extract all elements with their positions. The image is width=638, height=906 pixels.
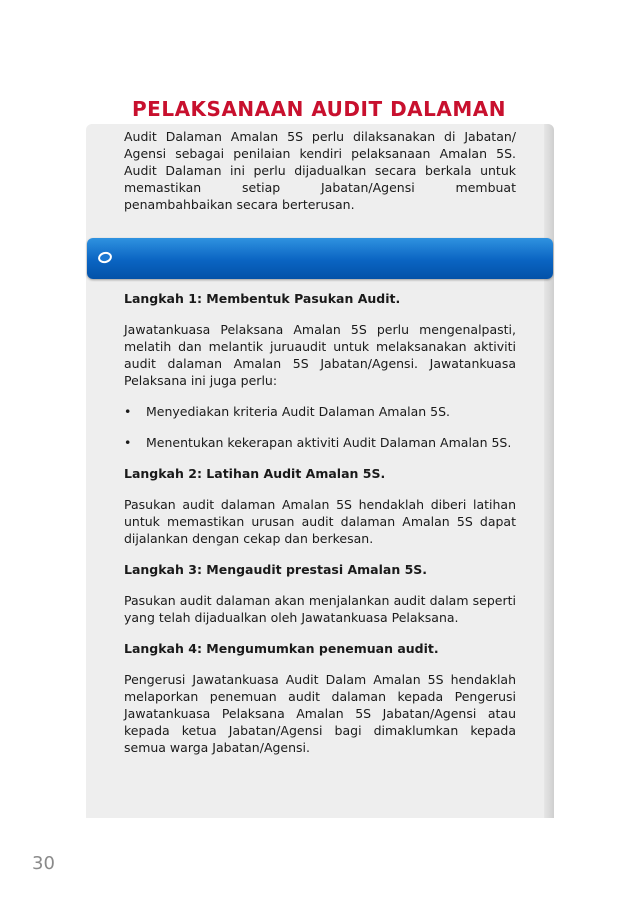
- link-icon: [97, 250, 113, 264]
- page-number: 30: [32, 853, 55, 874]
- step-4-heading: Langkah 4: Mengumumkan penemuan audit.: [124, 641, 439, 656]
- list-item: [124, 434, 516, 451]
- step-4-body: Pengerusi Jawatankuasa Audit Dalam Amalan 5S hendaklah melaporkan penemuan audit dalaman kepada Pengerusi Jawatankuasa Pelaksana Amalan 5S Jabatan/Agensi atau kepada ketua Jabatan/Agensi bagi dimaklumkan kepada semua warga Jabatan/Agensi.: [124, 672, 516, 755]
- page-title: PELAKSANAAN AUDIT DALAMAN: [132, 97, 506, 122]
- intro-paragraph: [124, 128, 516, 213]
- step-3-body: Pasukan audit dalaman akan menjalankan audit dalam seperti yang telah dijadualkan oleh Jawatankuasa Pelaksana.: [124, 593, 516, 625]
- step-2-heading: Langkah 2: Latihan Audit Amalan 5S.: [124, 466, 386, 481]
- step-2-body: Pasukan audit dalaman Amalan 5S hendaklah diberi latihan untuk memastikan urusan audit dalaman Amalan 5S dapat dijalankan dengan cekap dan berkesan.: [124, 497, 516, 546]
- bullet-icon: •: [124, 404, 132, 419]
- step-1-heading: Langkah 1: Membentuk Pasukan Audit.: [124, 291, 401, 306]
- step-1-body: Jawatankuasa Pelaksana Amalan 5S perlu mengenalpasti, melatih dan melantik juruaudit untuk melaksanakan aktiviti audit dalaman Amalan 5S Jabatan/Agensi. Jawatankuasa Pelaksana ini juga perlu:: [124, 322, 516, 388]
- intro-text: Audit Dalaman Amalan 5S perlu dilaksanakan di Jabatan/ Agensi sebagai penilaian kendiri pelaksanaan Amalan 5S. Audit Dalaman ini perlu dijadualkan secara berkala untuk memastikan setiap Jabatan/Agensi membuat penambahbaikan secara berterusan.: [124, 129, 516, 212]
- steps-content: [124, 290, 516, 770]
- bullet-text: Menentukan kekerapan aktiviti Audit Dalaman Amalan 5S.: [146, 435, 512, 450]
- panel-shadow: [544, 124, 554, 818]
- bullet-icon: •: [124, 435, 132, 450]
- step-1-bullets: [124, 403, 516, 451]
- section-bar: [87, 238, 553, 279]
- step-3-heading: Langkah 3: Mengaudit prestasi Amalan 5S.: [124, 562, 428, 577]
- bullet-text: Menyediakan kriteria Audit Dalaman Amalan 5S.: [146, 404, 450, 419]
- list-item: [124, 403, 516, 420]
